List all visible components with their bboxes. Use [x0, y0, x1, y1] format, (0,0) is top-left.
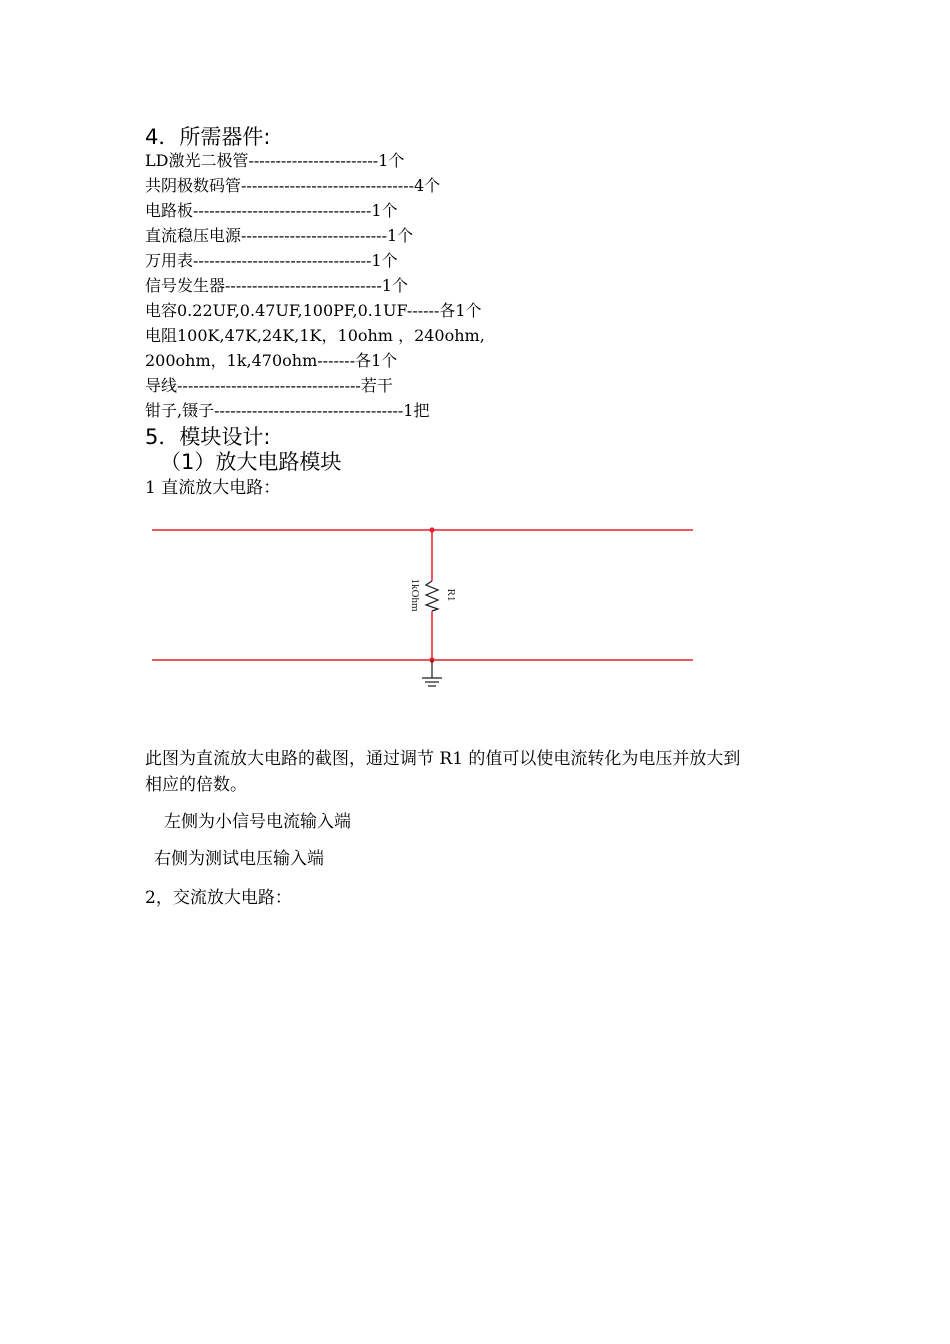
list-item: 电容0.22UF,0.47UF,100PF,0.1UF------各1个: [145, 301, 482, 320]
resistor-value-label: 1kOhm: [409, 578, 421, 612]
section5-subtitle: （1）放大电路模块: [160, 450, 342, 474]
dc-amplifier-circuit: [140, 515, 700, 700]
left-input-note: 左侧为小信号电流输入端: [164, 812, 351, 832]
list-item: 钳子,镊子-----------------------------------1把: [145, 401, 430, 420]
description-line-2: 相应的倍数。: [145, 775, 247, 795]
list-item: 万用表---------------------------------1个: [145, 251, 398, 270]
list-item: 电阻100K,47K,24K,1K，10ohm ，240ohm,: [145, 326, 485, 345]
list-item: 信号发生器-----------------------------1个: [145, 276, 408, 295]
dc-circuit-title: 1 直流放大电路：: [145, 478, 281, 498]
resistor-name-label: R1: [445, 588, 457, 602]
list-item: 共阴极数码管--------------------------------4个: [145, 176, 441, 195]
right-input-note: 右侧为测试电压输入端: [154, 849, 324, 869]
section5-title: 5．模块设计:: [145, 425, 271, 449]
description-line-1: 此图为直流放大电路的截图，通过调节 R1 的值可以使电流转化为电压并放大到: [145, 749, 741, 769]
list-item: 200ohm，1k,470ohm-------各1个: [145, 351, 398, 370]
resistor-r1-symbol: [426, 581, 438, 611]
ac-circuit-title: 2，交流放大电路：: [145, 888, 292, 908]
list-item: 直流稳压电源---------------------------1个: [145, 226, 414, 245]
section4-title: 4．所需器件:: [145, 125, 271, 149]
list-item: 电路板---------------------------------1个: [145, 201, 398, 220]
list-item: 导线----------------------------------若干: [145, 376, 393, 395]
list-item: LD激光二极管------------------------1个: [145, 151, 405, 170]
